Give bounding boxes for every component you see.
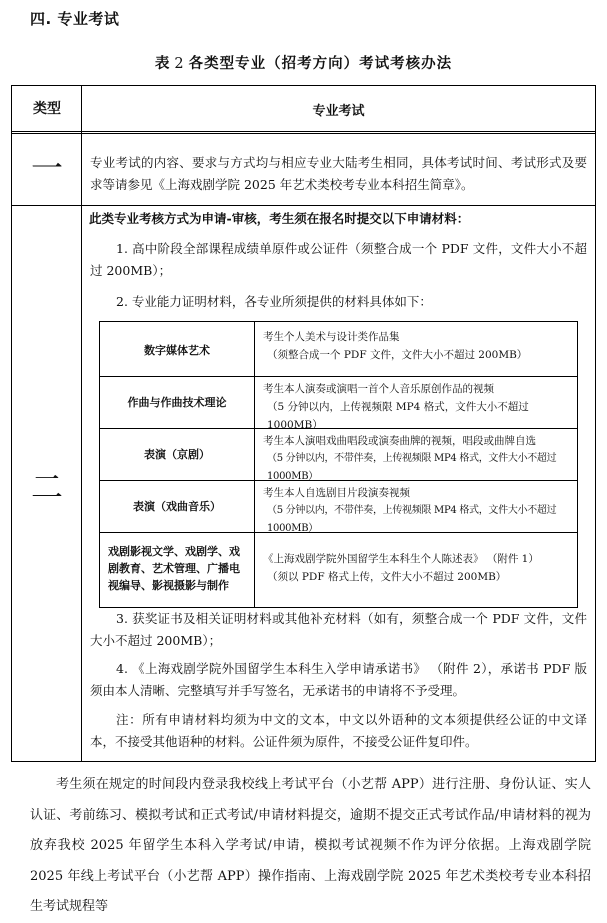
table-column-divider — [81, 86, 82, 761]
row2-type: 二 — [30, 468, 63, 506]
material-req-opera-music — [263, 484, 571, 538]
materials-table — [99, 321, 578, 608]
table-caption-text: 各类型专业（招考方向）考试考核办法 — [188, 56, 453, 72]
row2-item4: 4. 《上海戏剧学院外国留学生本科生入学申请承诺书》 （附件 2），承诺书 PDF 版须由本人清晰、完整填写并手写签名，无承诺书的申请将不予受理。 — [90, 661, 587, 698]
row1-type: 一 — [30, 149, 63, 187]
material-req-line1: 考生本人演唱戏曲唱段或演奏曲牌的视频，唱段或曲牌自选 — [263, 435, 536, 447]
table-header-divider — [12, 131, 595, 134]
material-major-opera-music: 表演（戏曲音乐） — [133, 500, 221, 513]
material-major-line: 剧教育、艺术管理、广播电 — [108, 562, 240, 575]
material-major-drama-group — [108, 543, 252, 594]
material-req-line2: （5 分钟以内，不带伴奏，上传视频限 MP4 格式，文件大小不超过 1000MB） — [267, 505, 557, 534]
material-req-line2: （须整合成一个 PDF 文件，文件大小不超过 200MB） — [267, 349, 528, 361]
material-req-line2: （5 分钟以内，上传视频限 MP4 格式，文件大小不超过 1000MB） — [267, 401, 529, 431]
row1-text: 专业考试的内容、要求与方式均与相应专业大陆考生相同，具体考试时间、考试形式及要求等请参见《上海戏剧学院 2025 年艺术类校考专业本科招生简章》。 — [90, 155, 587, 192]
material-req-line1: 考生本人自选剧目片段演奏视频 — [263, 487, 410, 499]
material-req-composition — [263, 380, 571, 434]
materials-column-divider — [254, 322, 255, 607]
material-req-line1: 《上海戏剧学院外国留学生本科生个人陈述表》 （附件 1） — [263, 553, 539, 565]
material-req-line2: （5 分钟以内，不带伴奏，上传视频限 MP4 格式，文件大小不超过 1000MB） — [267, 453, 557, 482]
material-major-composition: 作曲与作曲技术理论 — [127, 396, 227, 409]
materials-row-divider — [100, 376, 577, 377]
table-caption-number: 2 — [174, 56, 185, 72]
table-row-divider — [12, 205, 595, 206]
material-req-digital-media — [263, 328, 571, 364]
exam-table — [11, 85, 596, 762]
material-req-line2: （须以 PDF 格式上传，文件大小不超过 200MB） — [267, 571, 507, 583]
row2-item3: 3. 获奖证书及相关证明材料或其他补充材料（如有，须整合成一个 PDF 文件，文件大小不超过 200MB）； — [90, 611, 587, 648]
row2-item2: 2. 专业能力证明材料，各专业所须提供的材料具体如下： — [116, 294, 432, 309]
table-caption — [0, 52, 607, 73]
material-major-line: 戏剧影视文学、戏剧学、戏 — [108, 545, 240, 558]
material-major-peking-opera: 表演（京剧） — [144, 448, 210, 461]
header-type: 类型 — [33, 101, 61, 117]
row2-item1: 1. 高中阶段全部课程成绩单原件或公证件（须整合成一个 PDF 文件，文件大小不超过 200MB）； — [90, 241, 587, 278]
material-req-peking-opera — [263, 432, 571, 486]
material-major-line: 视编导、影视摄影与制作 — [108, 579, 229, 592]
row2-note: 注：所有申请材料均须为中文的文本，中文以外语种的文本须提供经公证的中文译本，不接受其他语种的材料。公证件须为原件，不接受公证件复印件。 — [90, 712, 587, 749]
material-req-line1: 考生个人美术与设计类作品集 — [263, 331, 400, 343]
material-req-drama-group — [263, 550, 571, 586]
header-exam: 专业考试 — [312, 104, 365, 119]
material-major-digital-media: 数字媒体艺术 — [144, 344, 210, 357]
table-caption-prefix: 表 — [154, 56, 171, 72]
section-title: 四. 专业考试 — [30, 10, 120, 28]
row2-intro: 此类专业考核方式为申请-审核，考生须在报名时提交以下申请材料： — [89, 211, 470, 226]
material-req-line1: 考生本人演奏或演唱一首个人音乐原创作品的视频 — [263, 383, 494, 395]
after-paragraph: 考生须在规定的时间段内登录我校线上考试平台（小艺帮 APP）进行注册、身份认证、实人认证、考前练习、模拟考试和正式考试/申请材料提交，逾期不提交正式考试作品/申请材料的视为放弃我校 2025 年留学生本科入学考试/申请，模拟考试视频不作为评分依据。上海戏剧学院 2025 年线上考试平台（小艺帮 APP）操作指南、上海戏剧学院 2025 年艺术类校考专业本科招生考试规程等 — [30, 777, 591, 914]
